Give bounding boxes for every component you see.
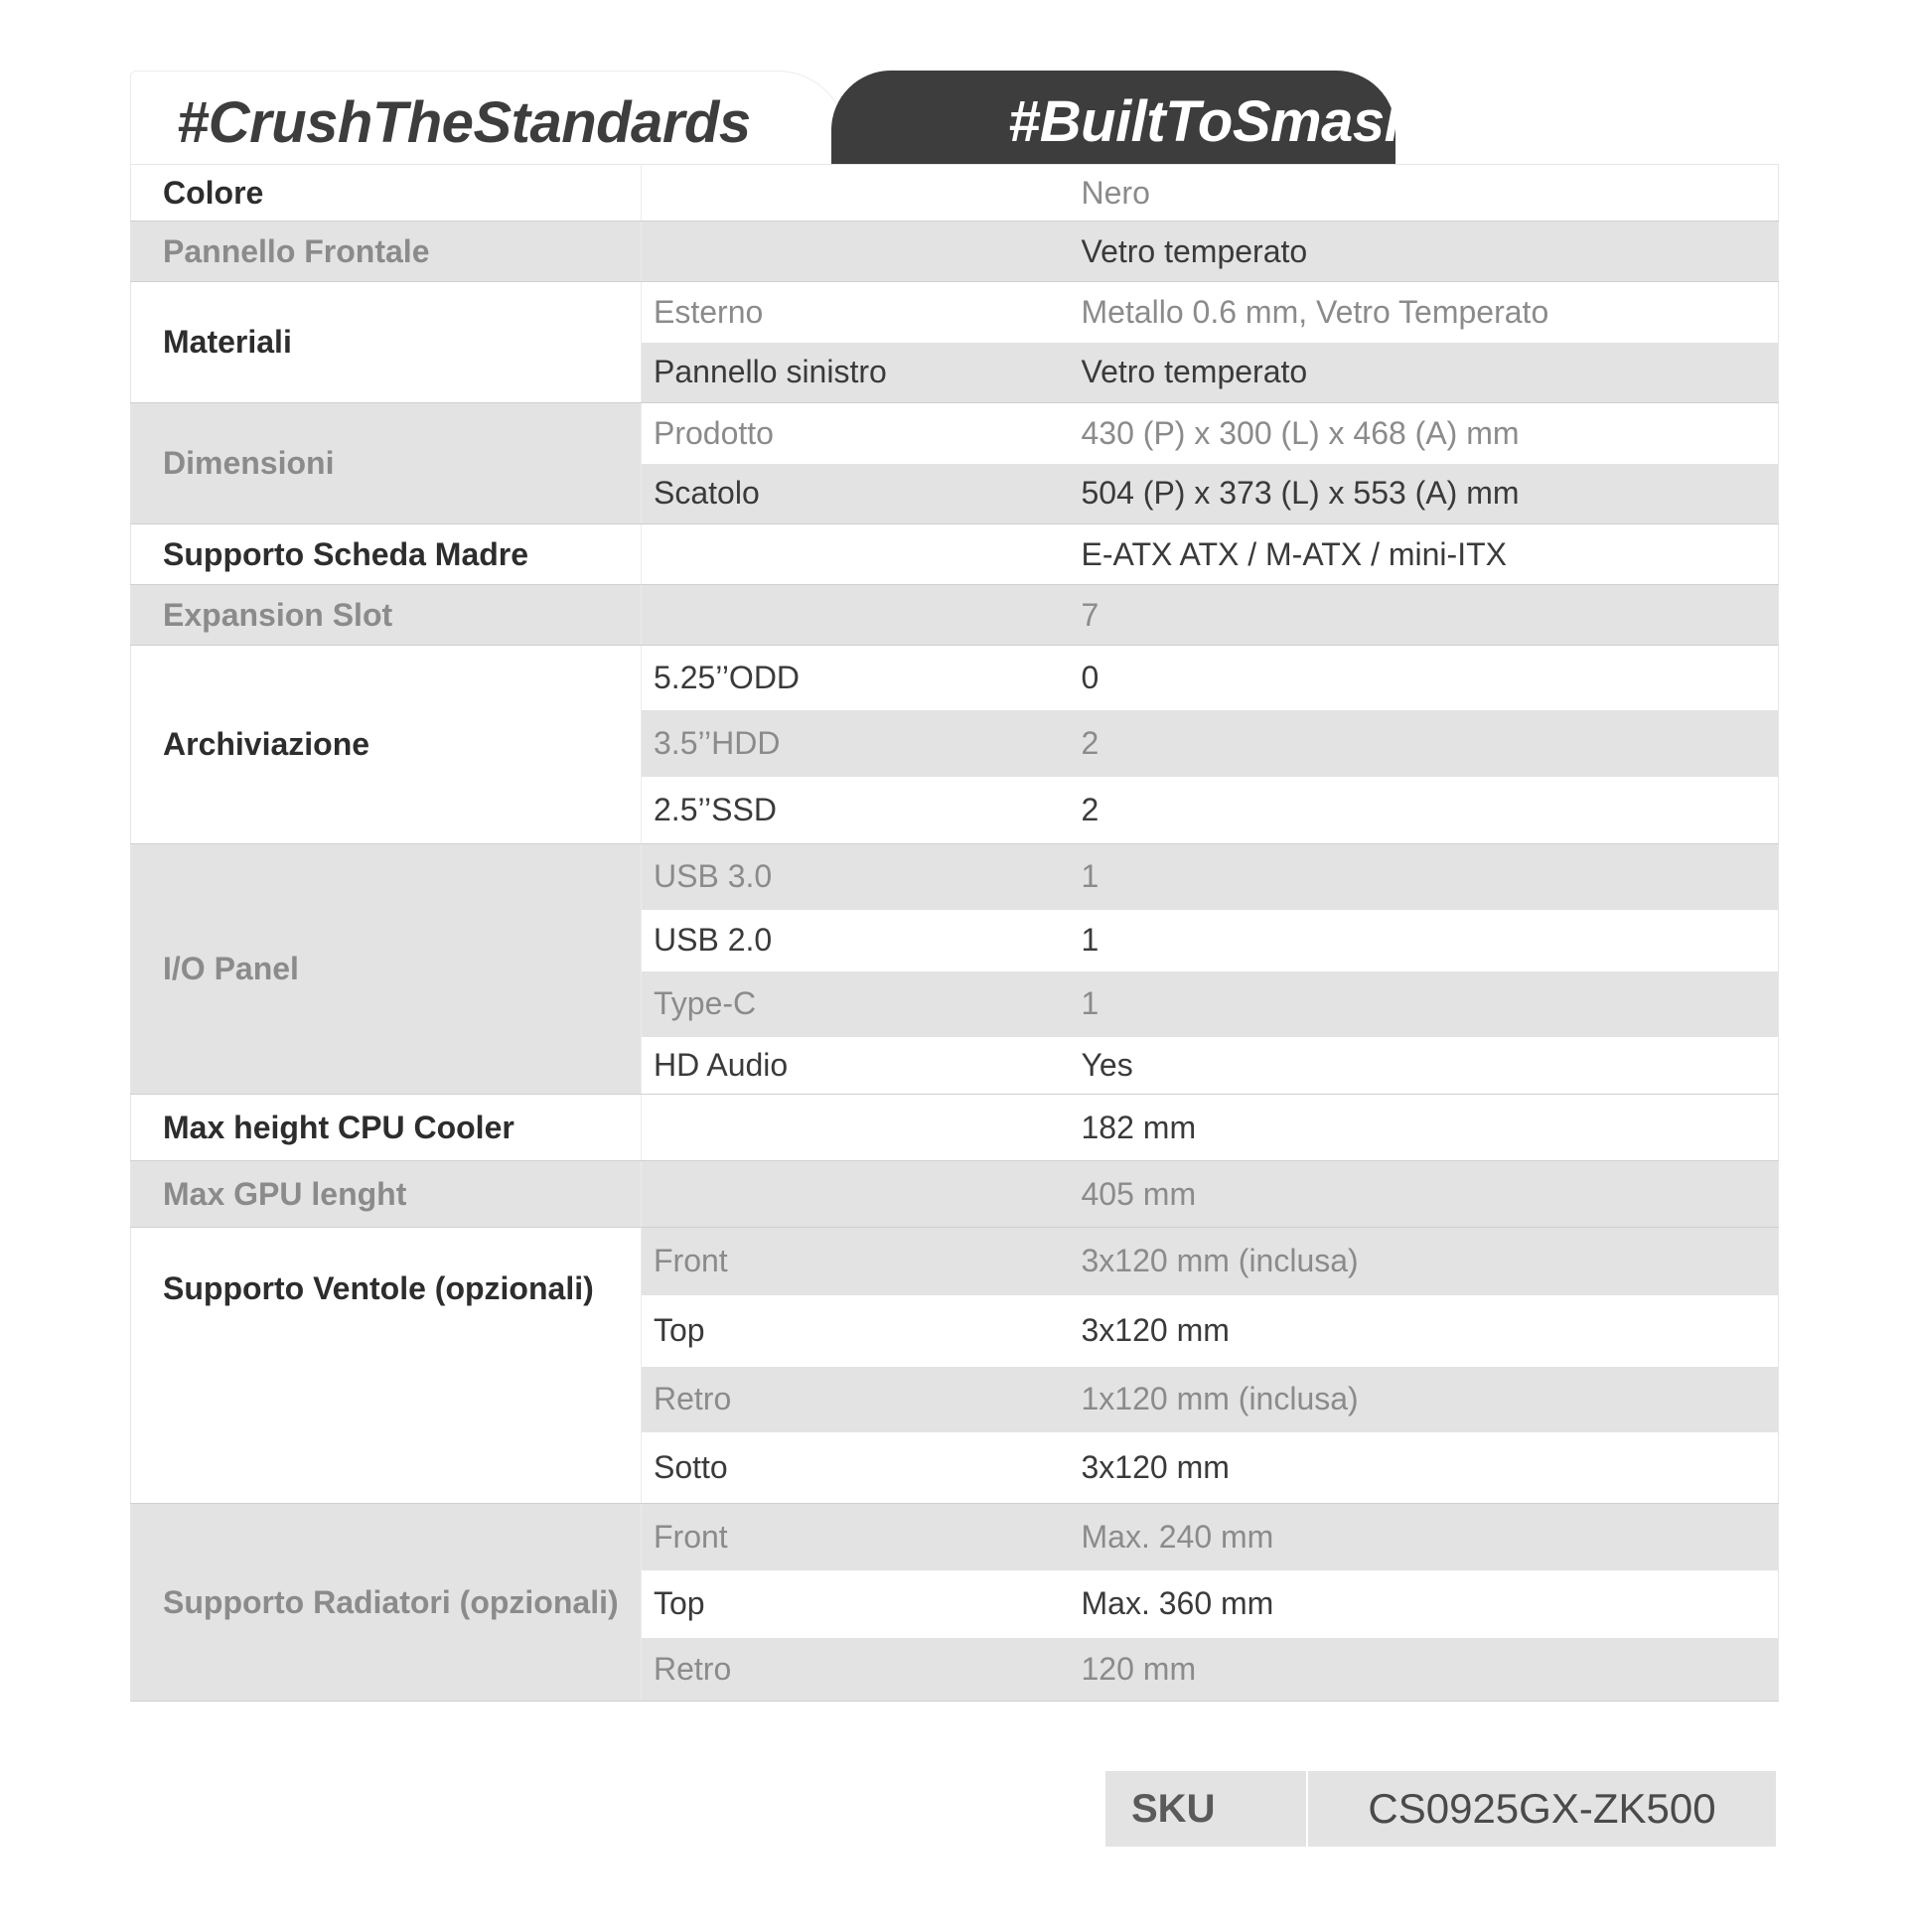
spec-sub-empty: [642, 1161, 1078, 1228]
spec-sub: USB 3.0: [642, 844, 1078, 910]
spec-value: 2: [1078, 710, 1779, 777]
spec-sub: Pannello sinistro: [642, 343, 1078, 403]
spec-row-io-panel: [131, 844, 1779, 910]
spec-label: I/O Panel: [131, 844, 642, 1095]
spec-sub: Type-C: [642, 971, 1078, 1037]
spec-sub: Retro: [642, 1638, 1078, 1702]
spec-row-expansion-slot: [131, 585, 1779, 646]
spec-sub: 3.5’’HDD: [642, 710, 1078, 777]
spec-value: 430 (P) x 300 (L) x 468 (A) mm: [1078, 403, 1779, 464]
spec-value: 3x120 mm: [1078, 1295, 1779, 1367]
spec-row-cpu-cooler: [131, 1095, 1779, 1161]
spec-row-ventole: [131, 1228, 1779, 1295]
spec-label: Materiali: [131, 282, 642, 403]
spec-table: [130, 164, 1779, 1702]
spec-label: Colore: [131, 165, 642, 222]
spec-row-colore: [131, 165, 1779, 222]
spec-row-dimensioni: [131, 403, 1779, 464]
spec-sub: 5.25’’ODD: [642, 646, 1078, 710]
sku-box: [1105, 1771, 1776, 1847]
spec-label: Max height CPU Cooler: [131, 1095, 642, 1161]
spec-sub: Front: [642, 1228, 1078, 1295]
spec-row-gpu: [131, 1161, 1779, 1228]
tab-crush-the-standards-label: #CrushTheStandards: [177, 90, 751, 155]
tab-crush-the-standards: [130, 71, 847, 164]
spec-value: Vetro temperato: [1078, 222, 1779, 282]
spec-value: 3x120 mm (inclusa): [1078, 1228, 1779, 1295]
spec-value: E-ATX ATX / M-ATX / mini-ITX: [1078, 524, 1779, 585]
spec-value: 0: [1078, 646, 1779, 710]
spec-sub: HD Audio: [642, 1037, 1078, 1095]
spec-sub-empty: [642, 1095, 1078, 1161]
spec-label: Supporto Radiatori (opzionali): [131, 1504, 642, 1702]
spec-sub: Scatolo: [642, 464, 1078, 524]
tab-built-to-smash: [831, 71, 1419, 164]
spec-value: 1: [1078, 844, 1779, 910]
spec-value: Nero: [1078, 165, 1779, 222]
spec-sub-empty: [642, 585, 1078, 646]
spec-label: Expansion Slot: [131, 585, 642, 646]
spec-value: 3x120 mm: [1078, 1432, 1779, 1504]
sku-label: SKU: [1105, 1771, 1308, 1847]
spec-sub: Prodotto: [642, 403, 1078, 464]
spec-label: Archiviazione: [131, 646, 642, 844]
tab-built-to-smash-label: #BuiltToSmash: [1008, 89, 1419, 154]
header-tabs: [130, 71, 1419, 164]
spec-sub: Front: [642, 1504, 1078, 1570]
spec-value: Metallo 0.6 mm, Vetro Temperato: [1078, 282, 1779, 343]
spec-sub: Sotto: [642, 1432, 1078, 1504]
spec-value: Max. 240 mm: [1078, 1504, 1779, 1570]
spec-value: 504 (P) x 373 (L) x 553 (A) mm: [1078, 464, 1779, 524]
spec-row-archiviazione: [131, 646, 1779, 710]
spec-value: 1x120 mm (inclusa): [1078, 1367, 1779, 1432]
spec-label: Pannello Frontale: [131, 222, 642, 282]
spec-row-pannello-frontale: [131, 222, 1779, 282]
spec-row-materiali: [131, 282, 1779, 343]
spec-label: Dimensioni: [131, 403, 642, 524]
sku-value: CS0925GX-ZK500: [1368, 1785, 1716, 1832]
spec-value: 2: [1078, 777, 1779, 844]
spec-sub: Retro: [642, 1367, 1078, 1432]
spec-value: 7: [1078, 585, 1779, 646]
spec-sub-empty: [642, 222, 1078, 282]
spec-sub: Esterno: [642, 282, 1078, 343]
spec-sub-empty: [642, 165, 1078, 222]
spec-value: 1: [1078, 971, 1779, 1037]
spec-sub-empty: [642, 524, 1078, 585]
spec-sub: USB 2.0: [642, 910, 1078, 971]
spec-label: Supporto Scheda Madre: [131, 524, 642, 585]
spec-sub: Top: [642, 1570, 1078, 1638]
spec-row-scheda-madre: [131, 524, 1779, 585]
spec-sub: 2.5’’SSD: [642, 777, 1078, 844]
spec-value: Max. 360 mm: [1078, 1570, 1779, 1638]
spec-value: 120 mm: [1078, 1638, 1779, 1702]
spec-sub: Top: [642, 1295, 1078, 1367]
spec-label: Max GPU lenght: [131, 1161, 642, 1228]
spec-value: 182 mm: [1078, 1095, 1779, 1161]
spec-value: Vetro temperato: [1078, 343, 1779, 403]
spec-value: Yes: [1078, 1037, 1779, 1095]
spec-value: 405 mm: [1078, 1161, 1779, 1228]
spec-row-radiatori: [131, 1504, 1779, 1570]
spec-value: 1: [1078, 910, 1779, 971]
spec-label: Supporto Ventole (opzionali): [131, 1228, 642, 1504]
